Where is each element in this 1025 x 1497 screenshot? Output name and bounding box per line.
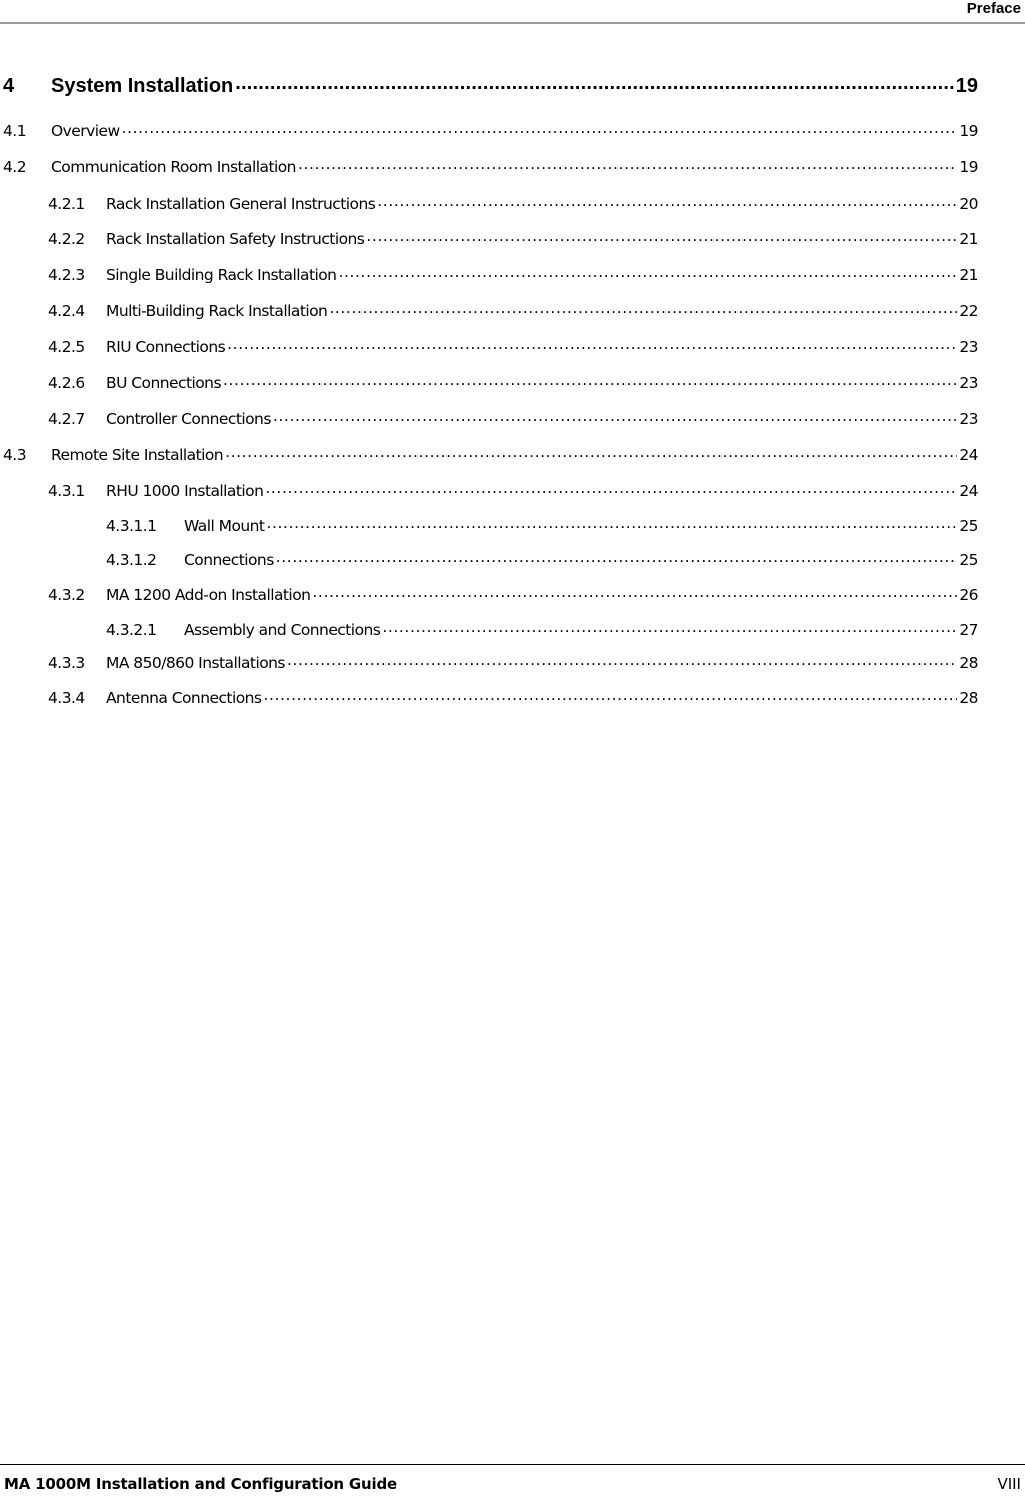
toc-entry-page: 20	[959, 194, 978, 213]
footer-guide-title: MA 1000M Installation and Configuration Guide	[4, 1475, 397, 1493]
toc-entry[interactable]	[0, 120, 978, 140]
toc-entry-title: Single Building Rack Installation	[106, 265, 337, 284]
toc-dot-leader	[266, 515, 957, 531]
toc-entry-page: 19	[959, 157, 978, 176]
toc-dot-leader	[225, 444, 957, 460]
toc-entry[interactable]	[0, 652, 978, 672]
toc-entry-number: 4.2.1	[48, 194, 85, 213]
toc-entry-number: 4.3.2.1	[106, 620, 157, 639]
toc-entry[interactable]	[0, 480, 978, 500]
toc-entry[interactable]	[0, 300, 978, 320]
toc-entry-title: Rack Installation General Instructions	[106, 194, 376, 213]
toc-entry[interactable]	[0, 687, 978, 707]
toc-entry-page: 25	[959, 516, 978, 535]
toc-entry-number: 4.3.1	[48, 481, 85, 500]
toc-dot-leader	[273, 408, 958, 424]
toc-entry-title: RIU Connections	[106, 337, 226, 356]
toc-entry-page: 28	[959, 688, 978, 707]
toc-entry-page: 28	[959, 653, 978, 672]
toc-entry-page: 19	[959, 121, 978, 140]
toc-dot-leader	[122, 120, 958, 136]
toc-entry-page: 23	[959, 337, 978, 356]
toc-entry-page: 21	[959, 229, 978, 248]
toc-entry-number: 4.2.4	[48, 301, 85, 320]
toc-entry[interactable]	[0, 264, 978, 284]
toc-entry-page: 26	[959, 585, 978, 604]
toc-entry-number: 4.1	[3, 121, 27, 140]
toc-entry-page: 25	[959, 550, 978, 569]
toc-entry-number: 4.2.2	[48, 229, 85, 248]
toc-entry-page: 23	[959, 373, 978, 392]
toc-entry-title: Overview	[51, 121, 120, 140]
toc-dot-leader	[265, 480, 957, 496]
toc-entry-title: Communication Room Installation	[51, 157, 296, 176]
toc-entry[interactable]	[0, 584, 978, 604]
toc-entry[interactable]	[0, 549, 978, 569]
toc-entry-page: 23	[959, 409, 978, 428]
toc-entry[interactable]	[0, 193, 978, 213]
toc-entry-page: 24	[959, 481, 978, 500]
toc-entry[interactable]	[0, 408, 978, 428]
toc-entry-number: 4.3	[3, 445, 27, 464]
toc-entry-number: 4.2.7	[48, 409, 85, 428]
toc-dot-leader	[366, 228, 957, 244]
toc-entry-title: RHU 1000 Installation	[106, 481, 264, 500]
toc-dot-leader	[329, 300, 957, 316]
toc-entry-page: 19	[955, 75, 978, 97]
toc-entry[interactable]	[0, 372, 978, 392]
toc-dot-leader	[312, 584, 957, 600]
toc-dot-leader	[227, 336, 957, 352]
toc-dot-leader	[235, 72, 953, 92]
toc-entry-title: Antenna Connections	[106, 688, 262, 707]
toc-entry-title: MA 1200 Add-on Installation	[106, 585, 311, 604]
toc-entry-number: 4.3.4	[48, 688, 85, 707]
toc-entry-number: 4.3.3	[48, 653, 85, 672]
toc-entry-title: Wall Mount	[184, 516, 265, 535]
toc-entry-title: Controller Connections	[106, 409, 271, 428]
toc-dot-leader	[382, 619, 957, 635]
toc-entry-number: 4.3.1.1	[106, 516, 157, 535]
toc-entry-title: Multi-Building Rack Installation	[106, 301, 328, 320]
toc-dot-leader	[338, 264, 957, 280]
footer-page-number: VIII	[997, 1475, 1021, 1493]
toc-entry-title: Assembly and Connections	[184, 620, 381, 639]
toc-dot-leader	[298, 156, 957, 172]
toc-entry-page: 27	[959, 620, 978, 639]
toc-entry-title: BU Connections	[106, 373, 221, 392]
toc-entry[interactable]	[0, 444, 978, 464]
toc-entry-page: 21	[959, 265, 978, 284]
header-title: Preface	[966, 0, 1021, 17]
toc-entry-page: 24	[959, 445, 978, 464]
toc-entry[interactable]	[0, 336, 978, 356]
toc-entry-number: 4	[3, 75, 15, 97]
toc-entry-page: 22	[959, 301, 978, 320]
toc-dot-leader	[287, 652, 957, 668]
toc-dot-leader	[263, 687, 957, 703]
toc-entry[interactable]	[0, 515, 978, 535]
toc-entry-title: Remote Site Installation	[51, 445, 224, 464]
toc-entry-number: 4.2	[3, 157, 27, 176]
toc-entry[interactable]	[0, 72, 978, 96]
toc-entry-title: Connections	[184, 550, 274, 569]
toc-entry-number: 4.2.6	[48, 373, 85, 392]
toc-dot-leader	[377, 193, 957, 209]
toc-dot-leader	[276, 549, 958, 565]
toc-entry[interactable]	[0, 228, 978, 248]
page-header	[0, 0, 1025, 24]
toc-entry-number: 4.3.1.2	[106, 550, 157, 569]
toc-entry-number: 4.3.2	[48, 585, 85, 604]
toc-entry-title: System Installation	[51, 75, 234, 97]
toc-entry-title: MA 850/860 Installations	[106, 653, 285, 672]
toc-entry-number: 4.2.3	[48, 265, 85, 284]
toc-entry[interactable]	[0, 156, 978, 176]
toc-entry[interactable]	[0, 619, 978, 639]
page-footer	[0, 1464, 1025, 1497]
toc-entry-title: Rack Installation Safety Instructions	[106, 229, 365, 248]
toc-entry-number: 4.2.5	[48, 337, 85, 356]
toc-dot-leader	[223, 372, 957, 388]
